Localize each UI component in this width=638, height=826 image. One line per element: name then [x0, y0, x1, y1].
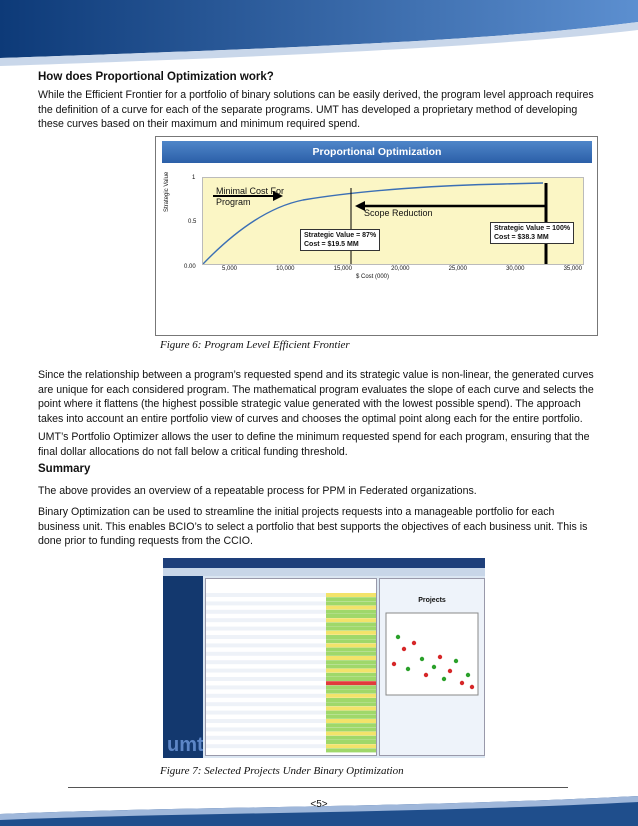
- header-decoration: [0, 0, 638, 70]
- table-cell-status: [326, 648, 376, 652]
- projects-table: [205, 578, 377, 756]
- app-sidebar: [163, 576, 203, 758]
- app-menubar: [163, 558, 485, 568]
- annotation-box: Strategic Value = 87% Cost = $19.5 MM: [300, 229, 380, 251]
- table-cell-status: [326, 627, 376, 631]
- table-cell-status: [326, 732, 376, 736]
- scatter-point: [466, 673, 470, 677]
- table-cell-status: [326, 736, 376, 740]
- panel-title: Projects: [418, 597, 446, 604]
- table-cell-status: [326, 727, 376, 731]
- table-cell-status: [326, 673, 376, 677]
- paragraph: Since the relationship between a program’s requested spend and its strategic value is non-linear, the generated curves are unique for each considered program. The mathematical program evaluates the slope of each curve and selects the point where it flattens (the highest possible strategic value generated with the lowest possible spend). The approach takes into account an entire portfolio view of curves and chooses the optimal point along each for the entire portfolio.: [38, 369, 594, 425]
- section-heading: Summary: [38, 463, 91, 475]
- paragraph: The above provides an overview of a repeatable process for PPM in Federated organizations.: [38, 485, 477, 497]
- figure-efficient-frontier: [155, 136, 598, 336]
- y-tick: 0.00: [184, 264, 196, 270]
- paragraph: Binary Optimization can be used to streamline the initial projects requests into a manageable portfolio for each business unit. This enables BCIO’s to select a portfolio that best supports the objectives of each business unit. This is done prior to funding requests from the CCIO.: [38, 506, 588, 548]
- annotation-scope-reduction: Scope Reduction: [364, 208, 433, 218]
- app-toolbar: [163, 568, 485, 576]
- x-axis-label: $ Cost (000): [356, 274, 390, 280]
- table-cell-status: [326, 706, 376, 710]
- table-cell-status: [326, 631, 376, 635]
- table-cell-status: [326, 664, 376, 668]
- scatter-point: [438, 655, 442, 659]
- table-cell-status: [326, 622, 376, 626]
- table-cell-status: [326, 614, 376, 618]
- table-cell-status: [326, 601, 376, 605]
- scatter-point: [406, 667, 410, 671]
- annotation-box: Strategic Value = 100% Cost = $38.3 MM: [490, 222, 574, 244]
- annotation-minimal-cost: Minimal Cost For Program: [216, 186, 285, 207]
- svg-text:umt: umt: [167, 734, 203, 756]
- table-cell-status: [326, 748, 376, 752]
- table-cell-status: [326, 685, 376, 689]
- scatter-point: [432, 665, 436, 669]
- table-cell-status: [326, 652, 376, 656]
- paragraph: While the Efficient Frontier for a portfolio of binary solutions can be easily derived, the program level approach requires the definition of a curve for each of the separate programs. UMT has developed a proprietary method of developing these curves based on their maximum and minimum required spend.: [38, 89, 594, 131]
- scatter-point: [396, 635, 400, 639]
- table-cell-status: [326, 715, 376, 719]
- table-cell-status: [326, 719, 376, 723]
- scatter-point: [420, 657, 424, 661]
- scatter-point: [412, 641, 416, 645]
- scatter-point: [402, 647, 406, 651]
- table-cell-status: [326, 702, 376, 706]
- page-number: <5>: [310, 799, 328, 810]
- projects-chart-panel: [379, 578, 485, 756]
- figure-binary-optimization-screenshot: [163, 558, 485, 758]
- table-cell-status: [326, 711, 376, 715]
- figure-caption: Figure 6: Program Level Efficient Frontier: [160, 339, 350, 351]
- table-cell-status: [326, 744, 376, 748]
- table-cell-status: [326, 597, 376, 601]
- figure-title: Proportional Optimization: [162, 141, 592, 163]
- table-cell-status: [326, 690, 376, 694]
- y-axis-label: Strategic Value: [164, 171, 170, 212]
- table-cell-status: [326, 694, 376, 698]
- scatter-point: [470, 685, 474, 689]
- table-cell-status: [326, 606, 376, 610]
- scatter-point: [448, 669, 452, 673]
- scatter-point: [460, 681, 464, 685]
- table-cell-status: [326, 681, 376, 685]
- table-cell-status: [326, 698, 376, 702]
- table-cell-status: [326, 723, 376, 727]
- table-cell-status: [326, 643, 376, 647]
- table-cell-status: [326, 639, 376, 643]
- y-tick: 0.5: [188, 219, 197, 225]
- scatter-point: [442, 677, 446, 681]
- table-cell-status: [326, 740, 376, 744]
- scatter-point: [392, 662, 396, 666]
- paragraph: UMT’s Portfolio Optimizer allows the user to define the minimum requested spend for each program, ensuring that the final dollar allocations do not fall below a critical funding threshold.: [38, 431, 590, 458]
- y-tick: 1: [192, 175, 196, 181]
- scatter-point: [424, 673, 428, 677]
- table-cell-status: [326, 635, 376, 639]
- footer-rule: [68, 787, 568, 788]
- scatter-point: [454, 659, 458, 663]
- scatter-frame: [386, 613, 478, 695]
- table-cell-status: [326, 677, 376, 681]
- figure-caption: Figure 7: Selected Projects Under Binary Optimization: [160, 765, 404, 777]
- table-cell-status: [326, 660, 376, 664]
- table-cell-status: [326, 669, 376, 673]
- table-cell-status: [326, 593, 376, 597]
- table-cell-status: [326, 618, 376, 622]
- table-cell-status: [326, 610, 376, 614]
- table-cell-status: [326, 656, 376, 660]
- section-heading: How does Proportional Optimization work?: [38, 71, 274, 83]
- x-axis-ticks: 5,000 10,000 15,000 20,000 25,000 30,000 35,000: [222, 266, 582, 272]
